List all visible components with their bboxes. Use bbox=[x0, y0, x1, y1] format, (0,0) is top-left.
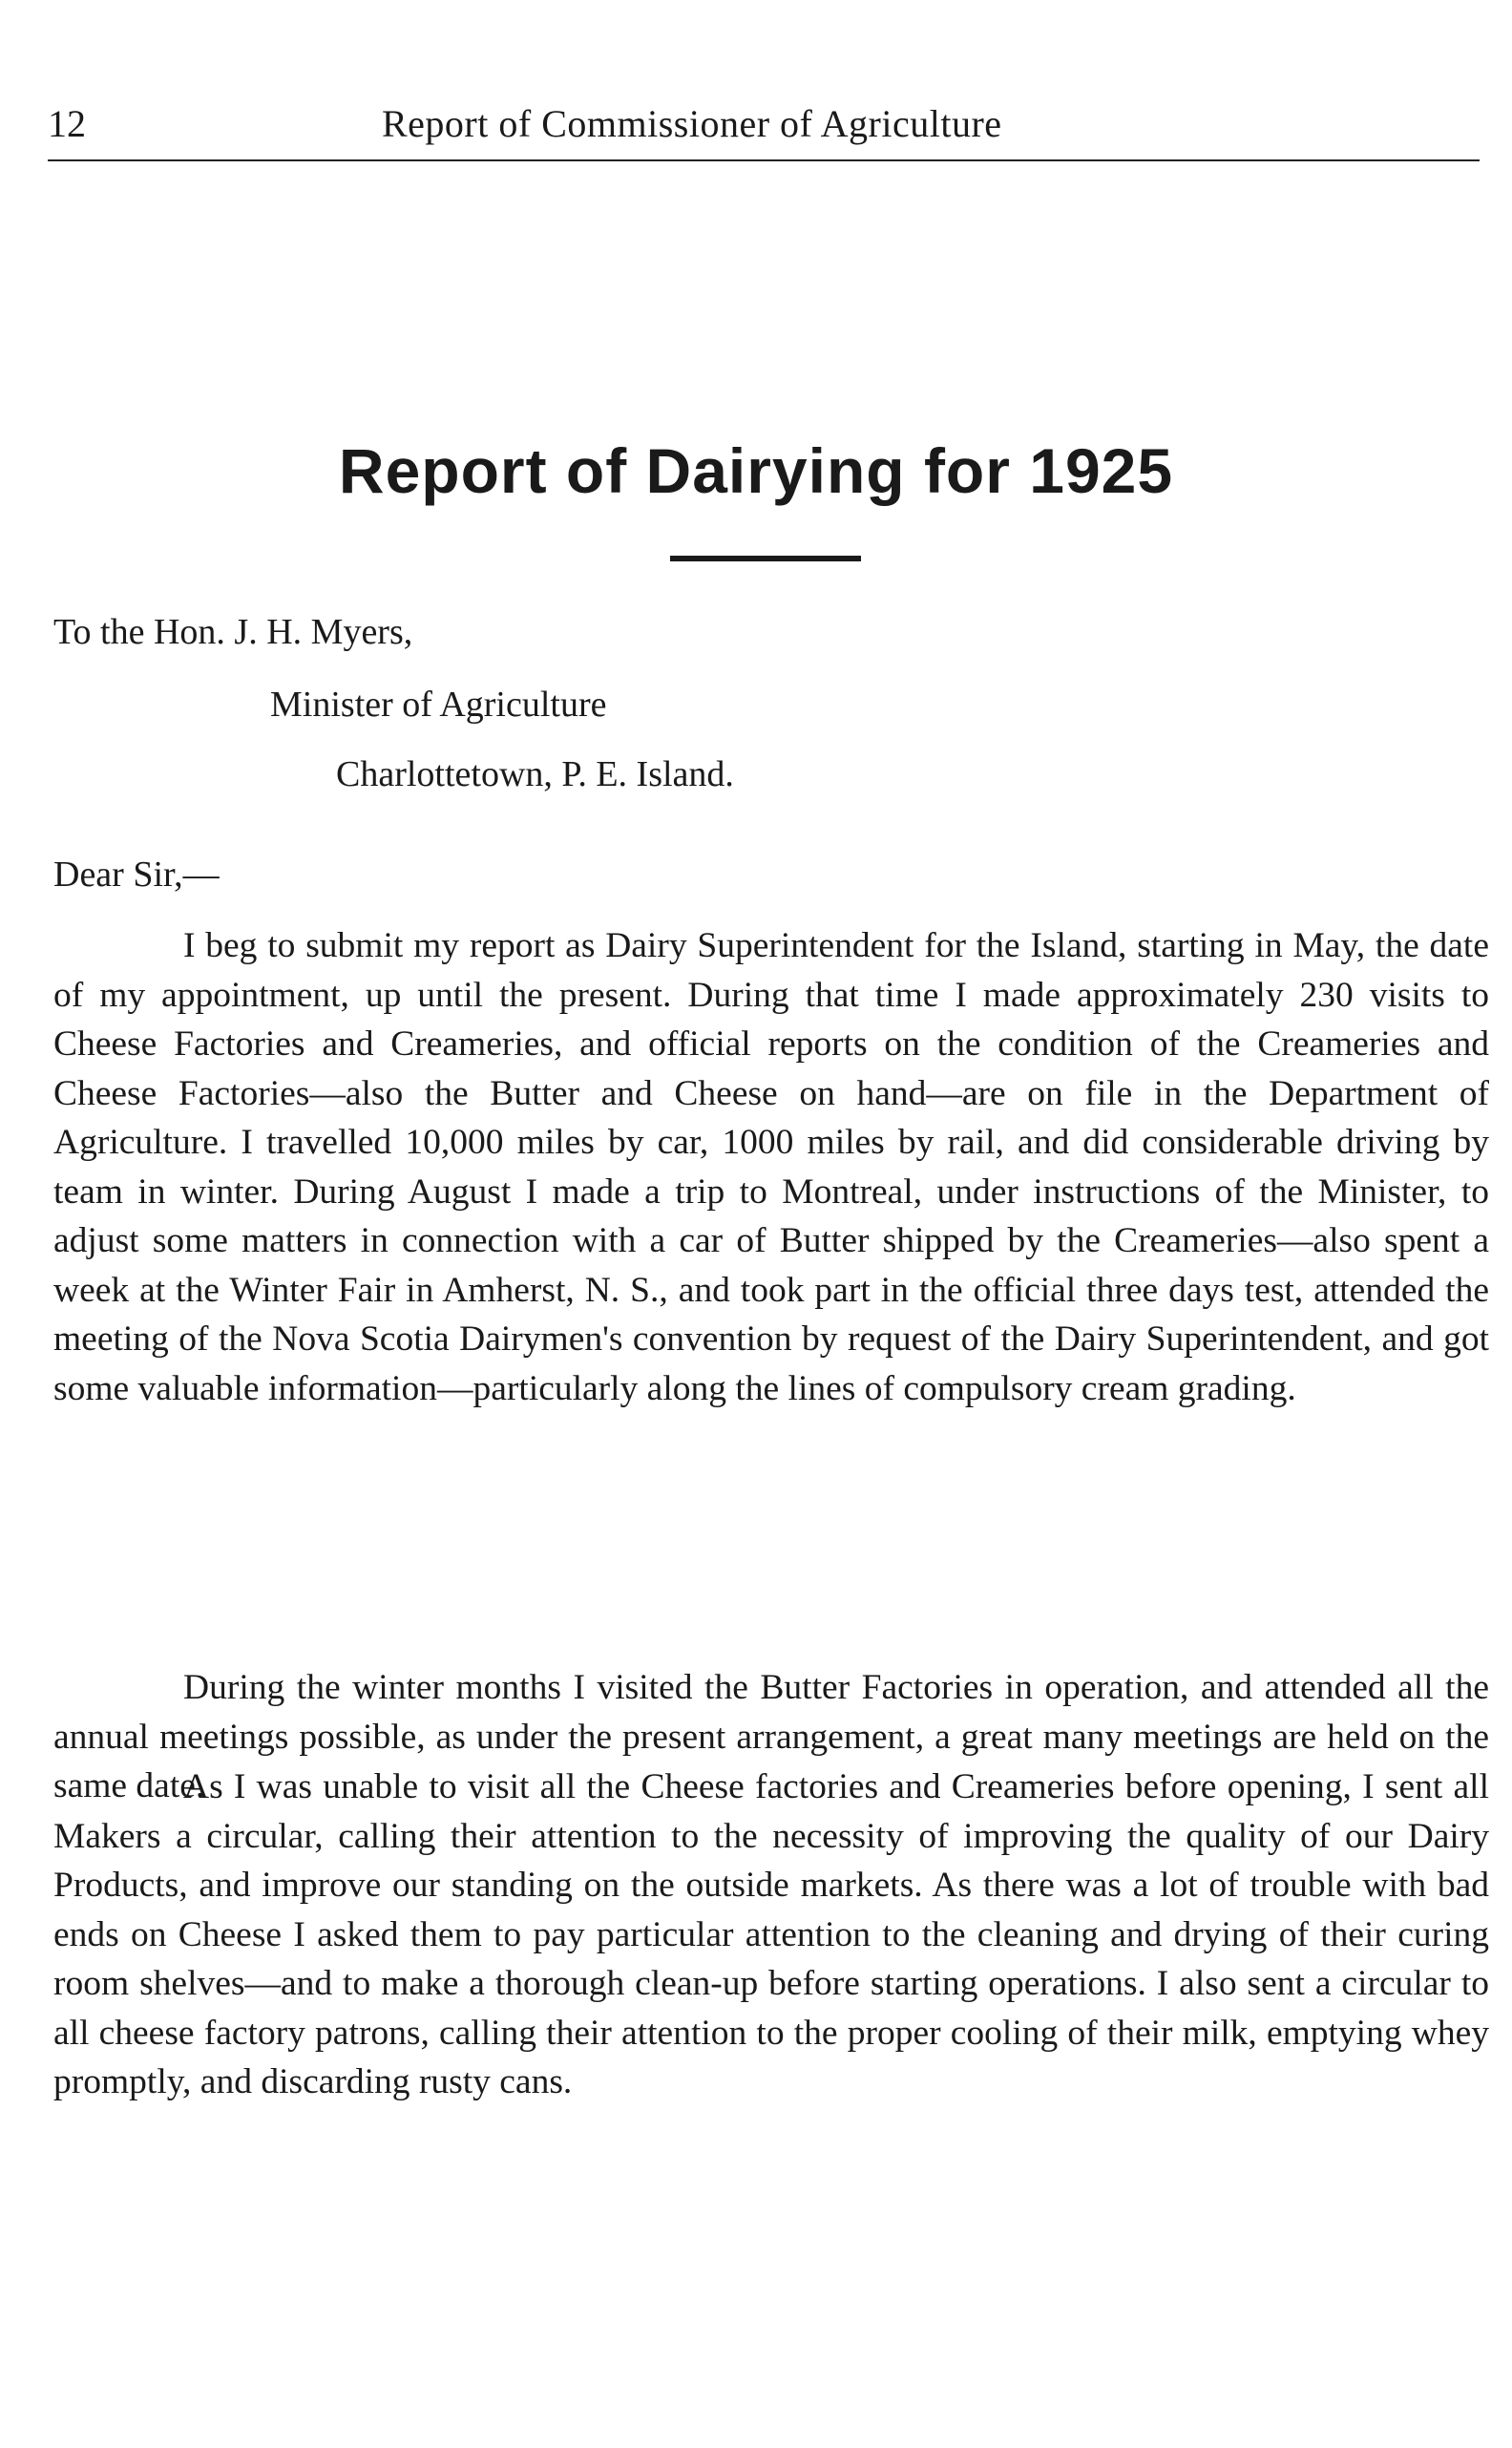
page-number: 12 bbox=[48, 102, 86, 145]
title-rule bbox=[670, 556, 861, 561]
salutation: Dear Sir,— bbox=[53, 855, 220, 895]
body-paragraph-1 bbox=[53, 921, 1489, 1413]
address-line-title: Minister of Agriculture bbox=[270, 685, 607, 725]
body-paragraph-3 bbox=[53, 1762, 1489, 2107]
running-head: Report of Commissioner of Agriculture bbox=[382, 102, 1002, 145]
paragraph-text: As I was unable to visit all the Cheese factories and Creameries before opening, I sent all Makers a circular, calling their attention to the necessity of improving the quality of our Dairy Products, and improve our standing on the outside markets. As there was a lot of trouble with bad ends on Cheese I asked them to pay particular attention to the cleaning and drying of their curing room shelves—and to make a thorough clean-up before starting operations. I also sent a circular to all cheese factory patrons, calling their attention to the proper cooling of their milk, emptying whey promptly, and discarding rusty cans. bbox=[53, 1767, 1489, 2101]
page-header bbox=[48, 91, 1480, 158]
paragraph-text: During the winter months I visited the Butter Factories in operation, and attended all the annual meetings possible, as under the present arrangement, a great many meetings are held on the same date. bbox=[53, 1668, 1489, 1805]
report-title: Report of Dairying for 1925 bbox=[338, 435, 1174, 506]
header-rule bbox=[48, 159, 1480, 161]
address-line-recipient: To the Hon. J. H. Myers, bbox=[53, 612, 413, 652]
address-line-location: Charlottetown, P. E. Island. bbox=[336, 754, 734, 794]
paragraph-text: I beg to submit my report as Dairy Superintendent for the Island, starting in May, the date of my appointment, up until the present. During that time I made approximately 230 visits to Cheese Factories and Creameries, and official reports on the condition of the Creameries and Cheese Factories—also the Butter and Cheese on hand—are on file in the Department of Agriculture. I travelled 10,000 miles by car, 1000 miles by rail, and did considerable driving by team in winter. During August I made a trip to Montreal, under instructions of the Minister, to adjust some matters in connection with a car of Butter shipped by the Creameries—also spent a week at the Winter Fair in Amherst, N. S., and took part in the official three days test, attended the meeting of the Nova Scotia Dairymen's convention by request of the Dairy Superintendent, and got some valuable information—particularly along the lines of compulsory cream grading. bbox=[53, 926, 1489, 1408]
